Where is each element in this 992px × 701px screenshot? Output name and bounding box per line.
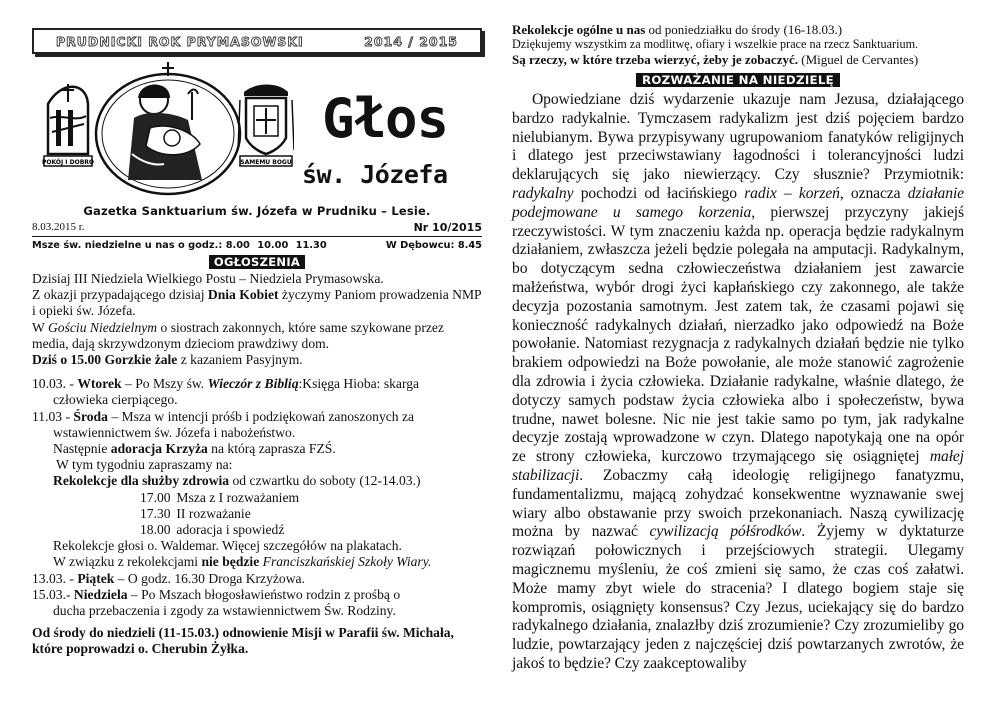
issue-date: 8.03.2015 r. <box>32 221 85 233</box>
invitation-line: W tym tygodniu zapraszamy na: <box>56 457 233 473</box>
mission-renewal-note: Od środy do niedzieli (11-15.03.) odnowienie Misji w Parafii św. Michała, które poprowadzi o. Cherubin Żyłka. <box>32 625 454 657</box>
announcement-item: Dzisiaj III Niedziela Wielkiego Postu – Niedziela Prymasowska. <box>32 271 384 286</box>
sanctuary-emblem-icon <box>42 58 294 196</box>
mass-times-values: 8.00 10.00 11.30 <box>225 240 327 251</box>
schedule-row: 17.00 Msza z I rozważaniem <box>140 489 300 505</box>
mass-times-label: Msze św. niedzielne u nas o godz.: <box>32 240 223 251</box>
thanks-line: Dziękujemy wszystkim za modlitwę, ofiary i wszelkie prace na rzecz Sanktuarium. <box>512 37 919 51</box>
adoration-line: Następnie adoracja Krzyża na którą zaprasza FZŚ. <box>53 441 336 457</box>
mass-times <box>32 240 482 251</box>
schedule-day-friday: 13.03. - Piątek – O godz. 16.30 Droga Krzyżowa. <box>32 570 305 586</box>
reflection-article: Opowiedziane dziś wydarzenie ukazuje nam Jezusa, działającego bardzo radykalnie. Tymczasem radykalizm jest dziś pojęciem bardzo nielubianym. Bywa przypisywany ugrupowaniom fanatyków religijnych i dlatego jest przeciwstawiany łagodności i tolerancyjności ludzi deklarujących się jako niewierzący. Czy słusznie? Przymiotnik: radykalny pochodzi od łacińskiego radix – korzeń, oznacza działanie podejmowane u samego korzenia, pierwszej przyczyny jakiejś rzeczywistości. W tym znaczeniu każda np. operacja będzie radykalnym działaniem, zwłaszcza jeżeli będzie polegała na amputacji. Radykalnym, bo dotyczącym sedna człowieczeństwa działaniem jest zawarcie małżeństwa, wybór drogi życi kapłańskiego czy zakonnego, ale także decyzja pozostania samotnym. Jest zatem tak, że czasami pojawi się konieczność radykalnych działań, nierzadko jako odpowiedź na Boże powołanie. Natomiast rezygnacja z radykalnych działań będzie nie tylko brakiem odpowiedzi na Boże powołanie, ale może stanowić zagrożenie dla zdrowia i życia człowieka. Działanie radykalne, właśnie dlatego, że dotyczy samych podstaw życia człowieka albo i społeczeństw, bywa trudne, nawet bolesne. Nic nie jest takie samo po tym, jak radykalne decyzje zostają wprowadzone w czyn. Dlatego napotykają one na opór ze strony człowieka, kurczowo trzymającego się osiągniętej małej stabilizacji. Zobaczmy całą ideologię religijnego fanatyzmu, fundamentalizmu, mającą zohydzać konsekwentne wyznawanie swej wiary albo obstawanie przy swoich przekonaniach. Naszą cywilizację można by nazwać cywilizacją półśrodków. Żyjemy w dyktaturze rozwiązań połowicznych i przejściowych strategii. Ulegamy magicznemu myśleniu, że coś zmieni się samo, że czas coś załatwi. Może mamy zbyt wiele do stracenia? I dlatego bogiem staje się kompromis, osiągnięty konsensus? Czy Jezus, uciekający się do bardzo radykalnego działania, znalazłby dziś zrozumienie? Czy zrozumieliby go ludzie, powtarzający jeden z najczęściej dziś powtarzanych zwrotów, że jakoś to będzie? Czy zaakceptowaliby <box>512 91 964 672</box>
banner-title: PRUDNICKI ROK PRYMASOWSKI <box>56 33 304 49</box>
emblem-left-text: POKÓJ I DOBRO <box>42 159 94 166</box>
reflection-heading-label: ROZWAŻANIE NA NIEDZIELĘ <box>636 73 840 87</box>
newsletter-subtitle: św. Józefa <box>302 160 448 189</box>
announcements-heading-label: OGŁOSZENIA <box>209 255 305 269</box>
header-banner <box>32 28 482 54</box>
general-retreat-line: Rekolekcje ogólne u nas od poniedziałku do środy (16-18.03.) <box>512 22 843 37</box>
quote-line: Są rzeczy, w które trzeba wierzyć, żeby je zobaczyć. (Miguel de Cervantes) <box>512 52 919 67</box>
franciscan-emblem-icon <box>42 84 94 166</box>
announcement-item: Z okazji przypadającego dzisiaj Dnia Kobiet życzymy Paniom prowadzenia NMP i opieki św. Józefa. <box>32 287 482 319</box>
schedule-row: 18.00 adoracja i spowiedź <box>140 522 285 538</box>
retreat-preacher-line: Rekolekcje głosi o. Waldemar. Więcej szczegółów na plakatach. <box>53 538 402 554</box>
gazette-subtitle: Gazetka Sanktuarium św. Józefa w Prudniku – Lesie. <box>83 204 431 218</box>
dateline <box>32 221 482 237</box>
schedule-day-wednesday-cont: wstawiennictwem św. Józefa i nabożeństwo. <box>53 424 296 440</box>
announcement-item: Dziś o 15.00 Gorzkie żale z kazaniem Pasyjnym. <box>32 352 303 368</box>
schedule-day-wednesday: 11.03 - Środa – Msza w intencji próśb i podziękowań zanoszonych za <box>32 408 415 424</box>
emblem-right-text: SAMEMU BOGU <box>240 159 292 166</box>
st-joseph-medallion-icon <box>96 62 240 194</box>
schedule-day-tuesday-cont: człowieka cierpiącego. <box>53 392 178 408</box>
retreat-line: Rekolekcje dla służby zdrowia od czwartku do soboty (12-14.03.) <box>53 473 421 489</box>
cardinal-coat-of-arms-icon <box>238 85 294 167</box>
right-column <box>512 22 964 674</box>
announcements-body <box>32 271 482 619</box>
schedule-day-sunday-cont: ducha przebaczenia i zgody za wstawiennictwem Św. Rodziny. <box>53 603 396 619</box>
schedule-day-sunday: 15.03.- Niedziela – Po Mszach błogosławieństwo rodzin z prośbą o <box>32 586 401 602</box>
left-column <box>32 28 482 658</box>
banner-years: 2014 / 2015 <box>364 33 458 49</box>
masthead <box>32 58 482 198</box>
retreat-schedule <box>32 490 482 539</box>
mass-times-debowiec: W Dębowcu: 8.45 <box>385 240 482 251</box>
newsletter-title: Głos <box>322 87 449 150</box>
announcement-item: W Gościu Niedzielnym o siostrach zakonnych, które same szykowane przez media, dają skrzywdzonym dzieciom prawdziwy dom. <box>32 319 444 351</box>
schedule-day-tuesday: 10.03. - Wtorek – Po Mszy św. Wieczór z Biblią:Księga Hioba: skarga <box>32 376 420 392</box>
schedule-row: 17.30 II rozważanie <box>140 505 251 521</box>
issue-number: Nr 10/2015 <box>413 221 482 234</box>
retreat-note-line: W związku z rekolekcjami nie będzie Franciszkańskiej Szkoły Wiary. <box>53 554 432 570</box>
reflection-heading <box>512 71 964 89</box>
announcements-heading <box>32 253 482 271</box>
